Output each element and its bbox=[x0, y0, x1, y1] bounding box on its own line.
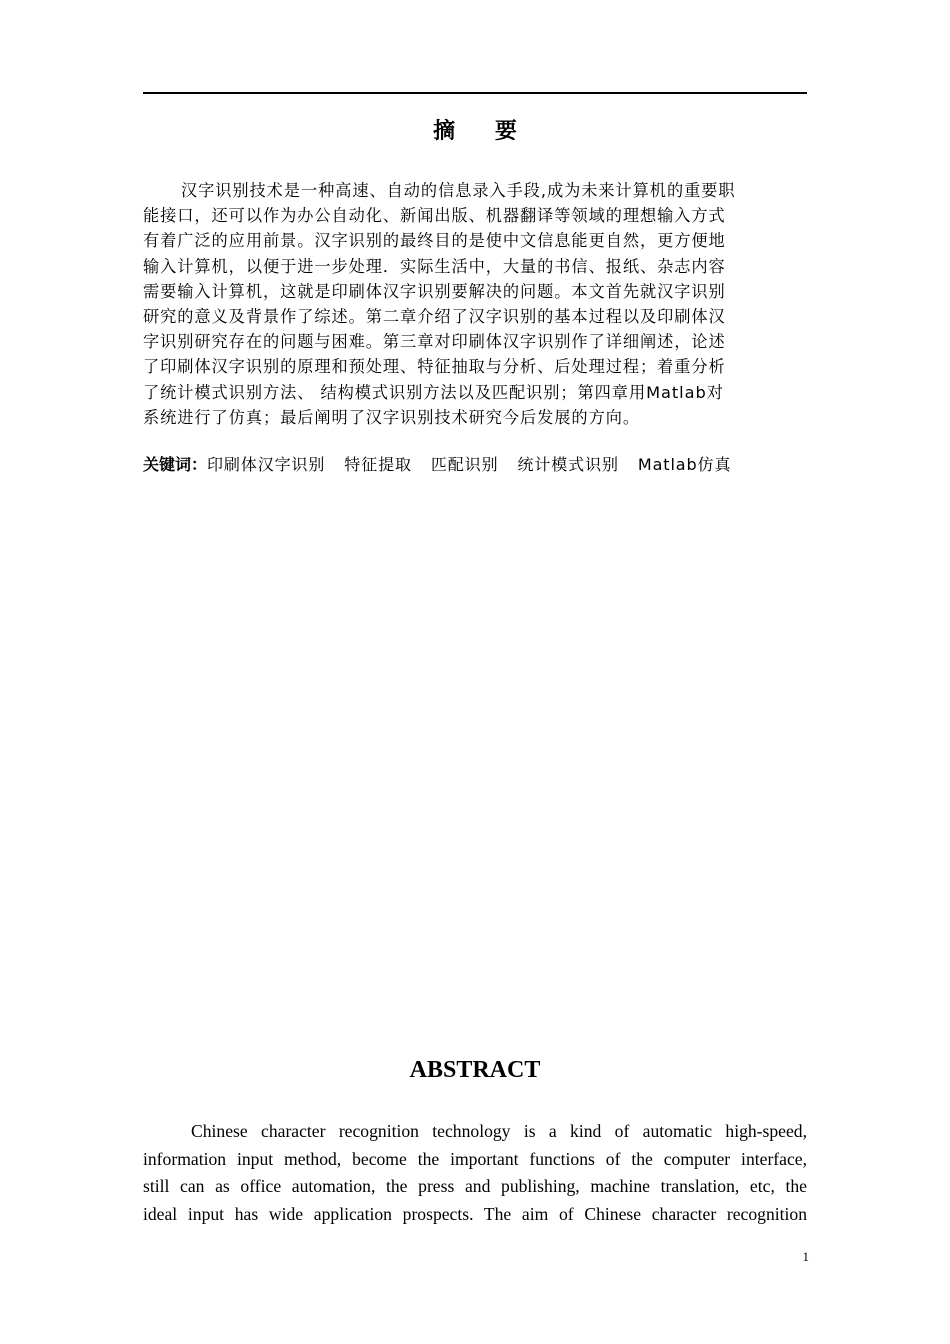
chinese-abstract-line: 字识别研究存在的问题与困难。第三章对印刷体汉字识别作了详细阐述，论述 bbox=[143, 332, 726, 352]
chinese-abstract-line: 有着广泛的应用前景。汉字识别的最终目的是使中文信息能更自然，更方便地 bbox=[143, 231, 726, 251]
chinese-abstract-line: 了印刷体汉字识别的原理和预处理、特征抽取与分析、后处理过程；着重分析 bbox=[143, 357, 726, 377]
chinese-abstract-line: 需要输入计算机，这就是印刷体汉字识别要解决的问题。本文首先就汉字识别 bbox=[143, 281, 726, 301]
keywords-label: 关键词： bbox=[143, 455, 208, 474]
page-number: 1 bbox=[802, 1249, 809, 1264]
keywords-list: 印刷体汉字识别 特征提取 匹配识别 统计模式识别 Matlab仿真 bbox=[207, 455, 732, 474]
english-abstract-body bbox=[143, 1118, 807, 1228]
english-abstract-line: Chinese character recognition technology is a kind of automatic high-speed, bbox=[191, 1121, 807, 1141]
chinese-abstract-line: 研究的意义及背景作了综述。第二章介绍了汉字识别的基本过程以及印刷体汉 bbox=[143, 307, 726, 327]
keywords-line bbox=[143, 453, 807, 477]
chinese-abstract-line: 了统计模式识别方法、 结构模式识别方法以及匹配识别；第四章用Matlab对 bbox=[143, 382, 724, 402]
chinese-abstract-line: 能接口，还可以作为办公自动化、新闻出版、机器翻译等领域的理想输入方式 bbox=[143, 206, 726, 226]
header-rule bbox=[143, 92, 807, 94]
english-abstract-line: ideal input has wide application prospects. The aim of Chinese character recognition bbox=[143, 1203, 807, 1224]
chinese-abstract-body bbox=[143, 178, 807, 430]
english-abstract-line: still can as office automation, the press and publishing, machine translation, etc, the bbox=[143, 1176, 807, 1197]
chinese-abstract-line: 系统进行了仿真；最后阐明了汉字识别技术研究今后发展的方向。 bbox=[143, 407, 640, 427]
chinese-abstract-title: 摘 要 bbox=[433, 119, 533, 144]
english-abstract-line: information input method, become the important functions of the computer interface, bbox=[143, 1148, 807, 1169]
chinese-abstract-line: 汉字识别技术是一种高速、自动的信息录入手段,成为未来计算机的重要职 bbox=[181, 181, 736, 200]
chinese-abstract-line: 输入计算机，以便于进一步处理．实际生活中，大量的书信、报纸、杂志内容 bbox=[143, 256, 726, 276]
english-abstract-title: ABSTRACT bbox=[409, 1057, 541, 1083]
